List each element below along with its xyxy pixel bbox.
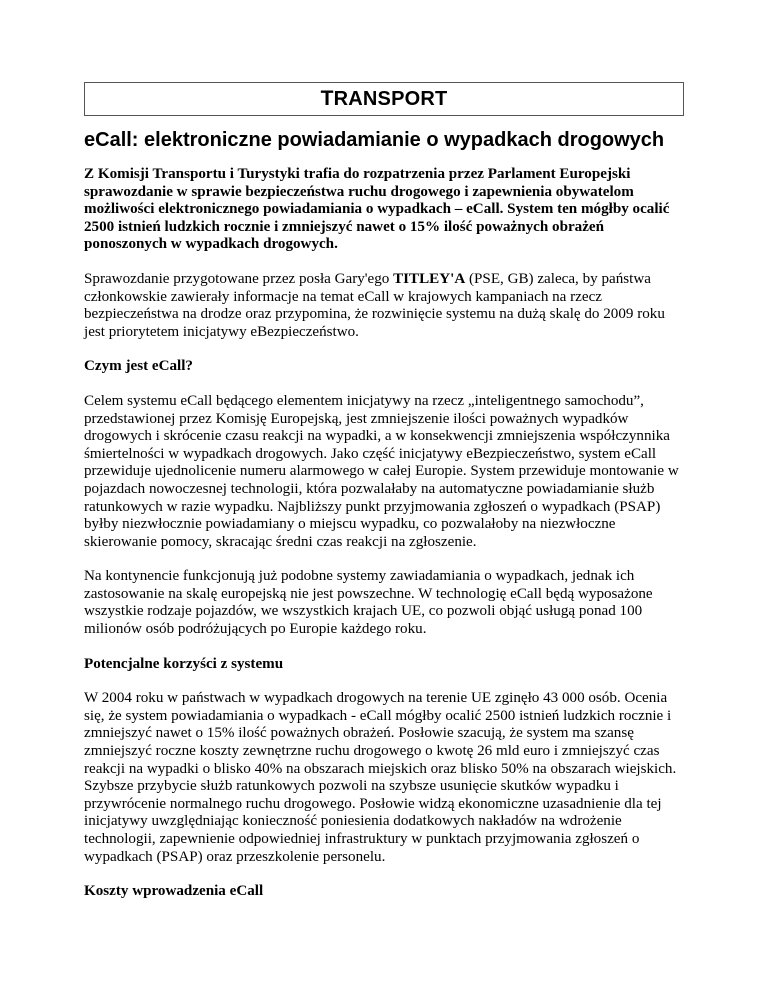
paragraph-what-is-ecall-2: Na kontynencie funkcjonują już podobne systemy zawiadamiania o wypadkach, jednak ich zastosowanie na skalę europejską nie jest powszechne. W technologię eCall będą wyposażone wszystkie rodzaje pojazdów, we wszystkich krajach UE, co pozwoli objąć usługą ponad 100 milionów osób podróżujących po Europie każdego roku. bbox=[84, 568, 653, 638]
section-header-box bbox=[84, 82, 684, 116]
section-title bbox=[320, 86, 448, 110]
section-heading-what-is-ecall: Czym jest eCall? bbox=[84, 358, 193, 375]
intro-text-after: (PSE, GB) zaleca, by państwa członkowskie zawierały informacje na temat eCall w krajowych kampaniach na rzecz bezpieczeństwa na drodze oraz przypomina, że rozwinięcie systemu na dużą skalę do 2009 roku jest priorytetem inicjatywy eBezpieczeństwo. bbox=[84, 270, 665, 340]
paragraph-what-is-ecall-1: Celem systemu eCall będącego elementem inicjatywy na rzecz „inteligentnego samochodu”, przedstawionej przez Komisję Europejską, jest zmniejszenie ilości poważnych wypadków drogowych i skrócenie czasu reakcji na wypadki, a w konsekwencji zmniejszenia współczynnika śmiertelności w wypadkach drogowych. Jako część inicjatywy eBezpieczeństwo, system eCall przewiduje ujednolicenie numeru alarmowego w całej Europie. System przewiduje montowanie w pojazdach nowoczesnej technologii, która pozwalałaby na automatyczne powiadamianie służb ratunkowych w razie wypadku. Najbliższy punkt przyjmowania zgłoszeń o wypadkach (PSAP) byłby niezwłocznie powiadamiany o miejscu wypadku, co pozwalałoby na niezwłoczne skierowanie pomocy, skracając średni czas reakcji na zgłoszenie. bbox=[84, 392, 679, 550]
rapporteur-name: TITLEY'A bbox=[393, 270, 466, 287]
paragraph-benefits-1: W 2004 roku w państwach w wypadkach drogowych na terenie UE zginęło 43 000 osób. Ocenia się, że system powiadamiania o wypadkach - eCall mógłby ocalić 2500 istnień ludzkich rocznie i zmniejszyć nawet o 15% ilość poważnych obrażeń. Posłowie szacują, że system ma szansę zmniejszyć roczne koszty zewnętrzne ruchu drogowego o kwotę 26 mld euro i zmniejszyć czas reakcji na wypadki o blisko 40% na obszarach miejskich oraz blisko 50% na obszarach wiejskich. Szybsze przybycie służb ratunkowych pozwoli na szybsze usunięcie skutków wypadku i przywrócenie normalnego ruchu drogowego. Posłowie widzą ekonomiczne uzasadnienie dla tej inicjatywy uwzględniając konieczność poniesienia dodatkowych nakładów na wdrożenie technologii, zapewnienie odpowiedniej infrastruktury w punktach przyjmowania zgłoszeń o wypadkach (PSAP) oraz przeszkolenie personelu. bbox=[84, 690, 677, 865]
document-page bbox=[84, 82, 684, 918]
section-heading-benefits: Potencjalne korzyści z systemu bbox=[84, 655, 284, 672]
article-title: eCall: elektroniczne powiadamianie o wypadkach drogowych bbox=[84, 129, 665, 151]
section-heading-costs: Koszty wprowadzenia eCall bbox=[84, 883, 264, 900]
intro-text-before: Sprawozdanie przygotowane przez posła Gary'ego bbox=[84, 270, 394, 287]
section-title-rest: RANSPORT bbox=[333, 87, 448, 110]
section-title-initial: T bbox=[320, 86, 334, 110]
article-intro bbox=[84, 271, 684, 341]
article-lead: Z Komisji Transportu i Turystyki trafia do rozpatrzenia przez Parlament Europejski sprawozdanie w sprawie bezpieczeństwa ruchu drogowego i zapewnienia obywatelom możliwości elektronicznego powiadamiania o wypadkach – eCall. System ten mógłby ocalić 2500 istnień ludzkich rocznie i zmniejszyć nawet o 15% ilość poważnych obrażeń ponoszonych w wypadkach drogowych. bbox=[84, 166, 670, 253]
